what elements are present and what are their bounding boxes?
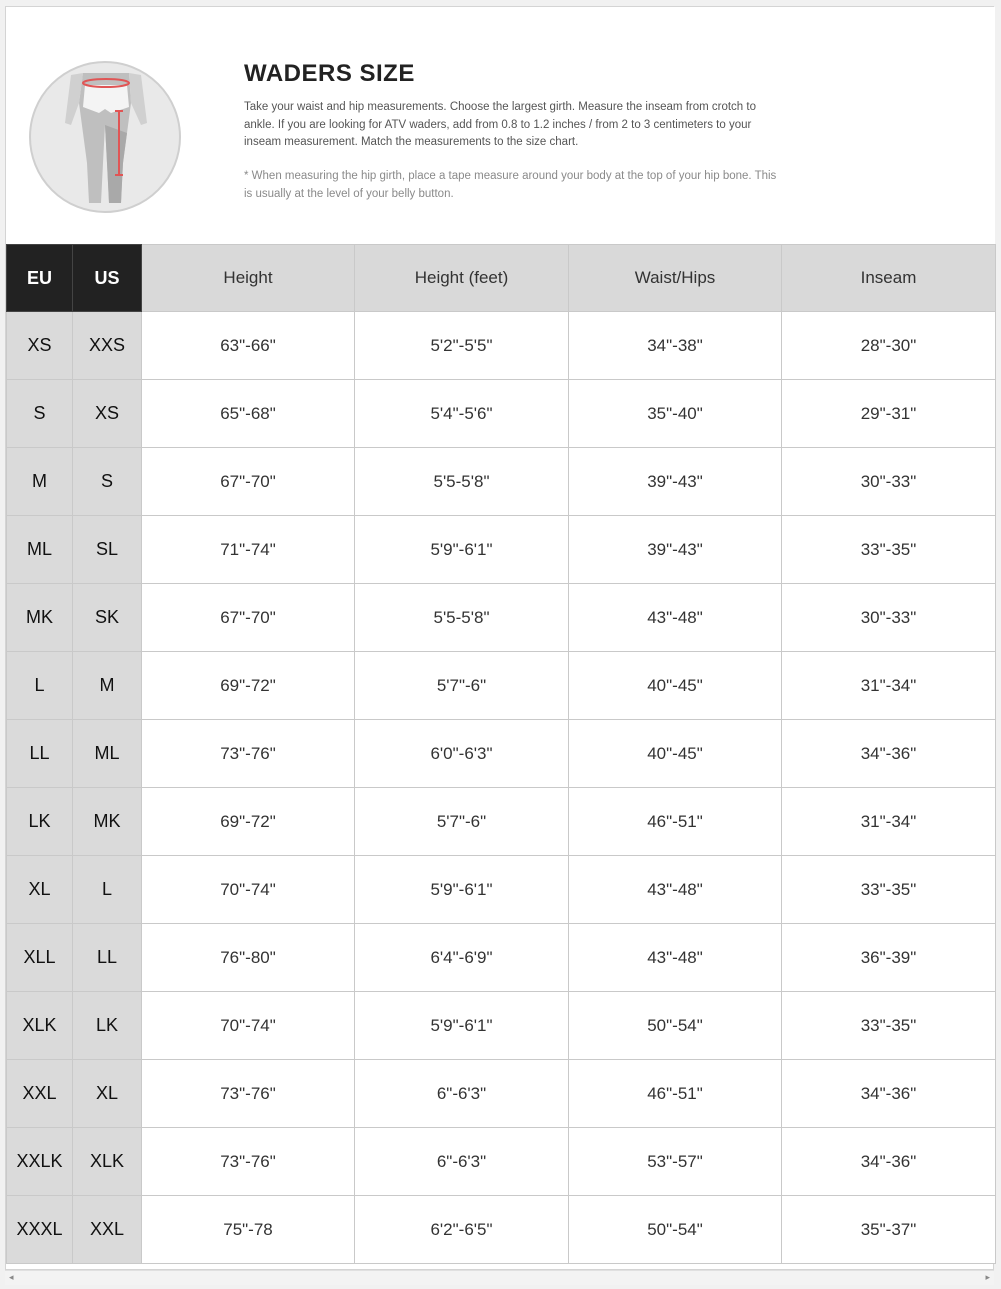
leg-measurement-icon — [29, 61, 181, 213]
table-cell: 70"-74" — [142, 856, 355, 924]
table-header-row — [7, 245, 996, 312]
table-cell: LK — [7, 788, 73, 856]
table-cell: 53"-57" — [569, 1128, 782, 1196]
table-cell: 30"-33" — [782, 448, 996, 516]
table-cell: 69"-72" — [142, 788, 355, 856]
table-cell: 50"-54" — [569, 992, 782, 1060]
table-cell: 43"-48" — [569, 856, 782, 924]
table-cell: 6"-6'3" — [355, 1060, 569, 1128]
table-cell: XXL — [7, 1060, 73, 1128]
table-cell: 34"-36" — [782, 1060, 996, 1128]
table-cell: 40"-45" — [569, 652, 782, 720]
table-cell: MK — [7, 584, 73, 652]
table-cell: 34"-36" — [782, 1128, 996, 1196]
table-row — [7, 720, 996, 788]
table-cell: 73"-76" — [142, 1128, 355, 1196]
horizontal-scrollbar[interactable] — [5, 1270, 994, 1285]
table-row — [7, 448, 996, 516]
table-body — [7, 312, 996, 1264]
table-cell: 35"-40" — [569, 380, 782, 448]
table-cell: 40"-45" — [569, 720, 782, 788]
table-cell: L — [73, 856, 142, 924]
table-cell: S — [7, 380, 73, 448]
table-cell: M — [7, 448, 73, 516]
table-row — [7, 312, 996, 380]
table-cell: 6'2"-6'5" — [355, 1196, 569, 1264]
table-row — [7, 856, 996, 924]
table-cell: 50"-54" — [569, 1196, 782, 1264]
table-row — [7, 1196, 996, 1264]
table-cell: SL — [73, 516, 142, 584]
table-cell: ML — [73, 720, 142, 788]
table-cell: XS — [7, 312, 73, 380]
column-header-inseam: Inseam — [782, 245, 996, 312]
table-row — [7, 1128, 996, 1196]
table-cell: 33"-35" — [782, 516, 996, 584]
column-header-eu: EU — [7, 245, 73, 312]
table-cell: 29"-31" — [782, 380, 996, 448]
table-cell: 34"-38" — [569, 312, 782, 380]
scroll-left-icon[interactable]: ◂ — [9, 1272, 14, 1282]
table-cell: XS — [73, 380, 142, 448]
table-cell: 36"-39" — [782, 924, 996, 992]
table-cell: SK — [73, 584, 142, 652]
table-cell: 73"-76" — [142, 720, 355, 788]
table-cell: XL — [7, 856, 73, 924]
column-header-us: US — [73, 245, 142, 312]
table-cell: 76"-80" — [142, 924, 355, 992]
table-row — [7, 584, 996, 652]
table-cell: 71"-74" — [142, 516, 355, 584]
table-cell: LL — [73, 924, 142, 992]
table-row — [7, 652, 996, 720]
scroll-right-icon[interactable]: ▸ — [985, 1272, 990, 1282]
table-row — [7, 380, 996, 448]
table-cell: 5'9"-6'1" — [355, 992, 569, 1060]
column-header-height-feet: Height (feet) — [355, 245, 569, 312]
table-row — [7, 924, 996, 992]
table-cell: 31"-34" — [782, 788, 996, 856]
table-row — [7, 1060, 996, 1128]
table-cell: 5'9"-6'1" — [355, 516, 569, 584]
table-cell: 5'5-5'8" — [355, 584, 569, 652]
table-cell: 30"-33" — [782, 584, 996, 652]
table-cell: 6'4"-6'9" — [355, 924, 569, 992]
size-chart-panel — [5, 6, 994, 1270]
table-cell: 65"-68" — [142, 380, 355, 448]
table-cell: XLL — [7, 924, 73, 992]
table-cell: 63"-66" — [142, 312, 355, 380]
table-cell: 5'5-5'8" — [355, 448, 569, 516]
table-cell: 31"-34" — [782, 652, 996, 720]
table-cell: XXL — [73, 1196, 142, 1264]
table-cell: 5'2"-5'5" — [355, 312, 569, 380]
table-cell: 43"-48" — [569, 924, 782, 992]
table-cell: 6"-6'3" — [355, 1128, 569, 1196]
table-cell: M — [73, 652, 142, 720]
table-cell: 39"-43" — [569, 448, 782, 516]
table-cell: XLK — [73, 1128, 142, 1196]
table-cell: XLK — [7, 992, 73, 1060]
size-chart-header — [6, 7, 995, 244]
table-cell: 5'7"-6" — [355, 788, 569, 856]
leg-illustration — [31, 63, 179, 211]
table-cell: 28"-30" — [782, 312, 996, 380]
table-cell: 75"-78 — [142, 1196, 355, 1264]
table-cell: 39"-43" — [569, 516, 782, 584]
table-cell: 46"-51" — [569, 788, 782, 856]
size-table — [6, 244, 996, 1264]
page-title: WADERS SIZE — [244, 60, 415, 87]
table-cell: 67"-70" — [142, 584, 355, 652]
table-cell: 5'7"-6" — [355, 652, 569, 720]
table-row — [7, 516, 996, 584]
table-cell: 35"-37" — [782, 1196, 996, 1264]
table-cell: 34"-36" — [782, 720, 996, 788]
table-cell: 73"-76" — [142, 1060, 355, 1128]
table-row — [7, 788, 996, 856]
table-cell: L — [7, 652, 73, 720]
table-cell: 67"-70" — [142, 448, 355, 516]
table-cell: 43"-48" — [569, 584, 782, 652]
table-cell: XL — [73, 1060, 142, 1128]
table-cell: 33"-35" — [782, 856, 996, 924]
table-cell: 6'0"-6'3" — [355, 720, 569, 788]
table-cell: 46"-51" — [569, 1060, 782, 1128]
table-cell: XXLK — [7, 1128, 73, 1196]
table-cell: LL — [7, 720, 73, 788]
table-cell: 5'4"-5'6" — [355, 380, 569, 448]
table-cell: 5'9"-6'1" — [355, 856, 569, 924]
table-cell: S — [73, 448, 142, 516]
instructions-text: Take your waist and hip measurements. Choose the largest girth. Measure the inseam from crotch to ankle. If you are looking for ATV waders, add from 0.8 to 1.2 inches / from 2 to 3 centimeters to your inseam measurement. Match the measurements to the size chart. — [244, 101, 756, 148]
hip-girth-note: * When measuring the hip girth, place a tape measure around your body at the top of your hip bone. This is usually at the level of your belly button. — [244, 170, 777, 200]
table-cell: ML — [7, 516, 73, 584]
table-cell: LK — [73, 992, 142, 1060]
table-cell: 33"-35" — [782, 992, 996, 1060]
table-cell: XXS — [73, 312, 142, 380]
table-row — [7, 992, 996, 1060]
table-cell: 70"-74" — [142, 992, 355, 1060]
column-header-height: Height — [142, 245, 355, 312]
column-header-waist-hips: Waist/Hips — [569, 245, 782, 312]
table-cell: 69"-72" — [142, 652, 355, 720]
table-cell: XXXL — [7, 1196, 73, 1264]
table-cell: MK — [73, 788, 142, 856]
